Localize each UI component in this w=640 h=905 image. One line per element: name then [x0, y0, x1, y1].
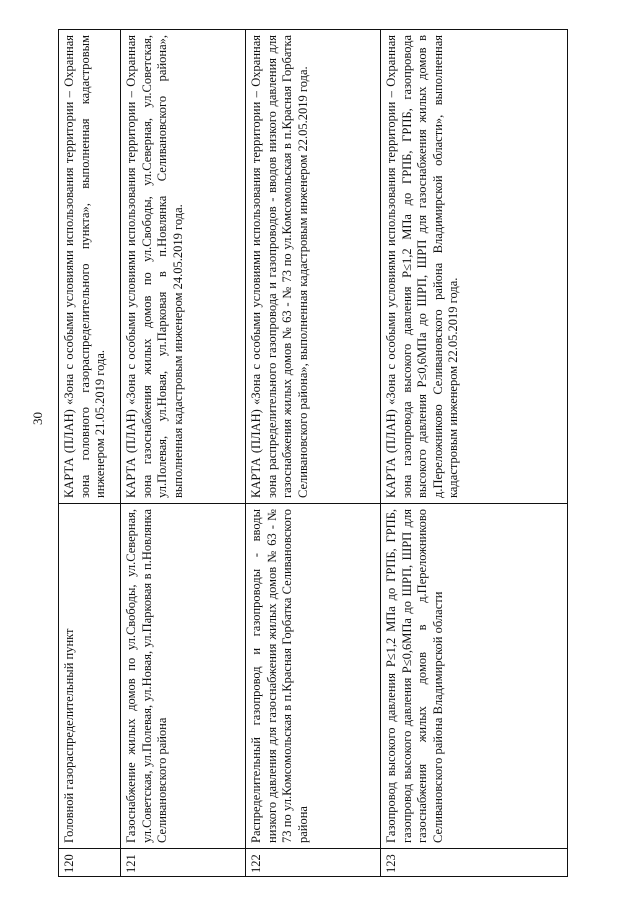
object-name: Головной газораспределительный пункт [59, 503, 120, 848]
document-description: КАРТА (ПЛАН) «Зона с особыми условиями использования территории – Охранная зона газоснабжения жилых домов по ул.Свободы, ул.Северная, ул.Советская, ул.Полевая, ул.Новая, ул.Парковая в п.Новлянка Селивановского района», выполненная кадастровым инженером 24.05.2019 года. [124, 35, 185, 498]
row-number: 122 [246, 848, 380, 876]
document-description: КАРТА (ПЛАН) «Зона с особыми условиями использования территории – Охранная зона газопровода высокого давления Р≤1,2 МПа до ГРПБ, ГРПБ, газопровода высокого давления Р≤0,6МПа до ШРП, ШРП для газоснабжения жилых домов в д.Переложниково Селивановского района Владимирской области», выполненная кадастровым инженером 22.05.2019 года. [384, 35, 460, 498]
table-row [59, 30, 121, 876]
row-number: 121 [121, 848, 245, 876]
object-name: Газопровод высокого давления Р≤1,2 МПа до ГРПБ, ГРПБ, газопровод высокого давления Р≤0,6МПа до ШРП, ШРП для газоснабжения жилых домов в д.Переложниково Селивановского района Владимирской области [381, 503, 567, 848]
table-row [246, 30, 381, 876]
row-number: 123 [381, 848, 567, 876]
document-description: КАРТА (ПЛАН) «Зона с особыми условиями использования территории – Охранная зона головного газораспределительного пункта», выполненная кадастровым инженером 21.05.2019 года. [62, 35, 107, 498]
zones-table [58, 29, 568, 877]
table-row [121, 30, 246, 876]
object-name: Газоснабжение жилых домов по ул.Свободы, ул.Северная, ул.Советская, ул.Полевая, ул.Новая, ул.Парковая в п.Новлянка Селивановского района [121, 503, 245, 848]
row-number: 120 [59, 848, 120, 876]
page-number: 30 [30, 412, 45, 425]
table-row [381, 30, 567, 876]
document-description: КАРТА (ПЛАН) «Зона с особыми условиями использования территории – Охранная зона распределительного газопровода и газопроводов - вводов низкого давления для газоснабжения жилых домов № 63 - № 73 по ул.Комсомольская в п.Красная Горбатка Селивановского района», выполненная кадастровым инженером 22.05.2019 года. [249, 35, 310, 498]
object-name: Распределительный газопровод и газопроводы - вводы низкого давления для газоснабжения жилых домов № 63 - № 73 по ул.Комсомольская в п.Красная Горбатка Селивановского района [246, 503, 380, 848]
